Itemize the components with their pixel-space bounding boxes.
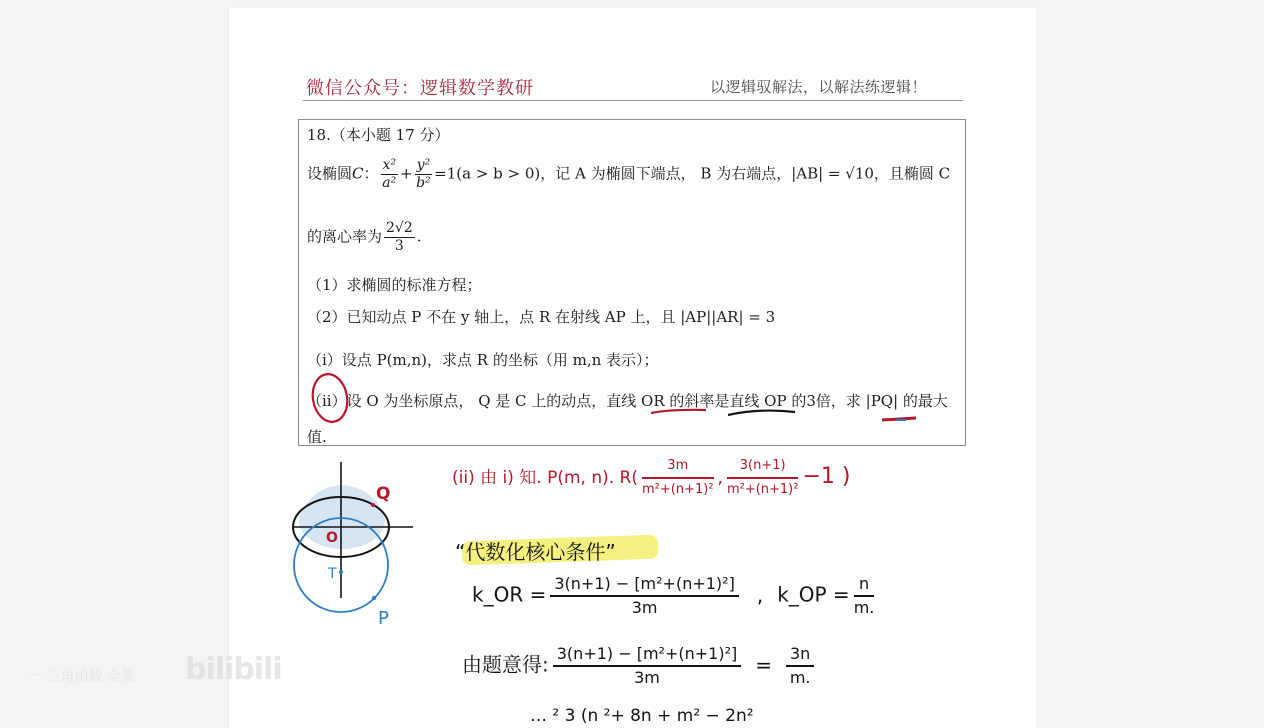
frac-den: b² [416, 175, 431, 191]
label-Q: Q [376, 484, 391, 504]
ellipse-circle-sketch [293, 462, 413, 612]
plus-sign: + [400, 164, 413, 183]
ellipse-name: C [352, 164, 364, 183]
point-Q [371, 503, 375, 507]
frac-num: 3(n+1) − [m²+(n+1)²] [550, 573, 738, 597]
problem-number: 18.（本小题 17 分） [307, 126, 450, 144]
kop-fraction [854, 573, 875, 619]
frac-den: m²+(n+1)² [726, 482, 799, 497]
frac-num: 3m [642, 455, 714, 479]
part-2-i: （i）设点 P(m,n)，求点 R 的坐标（用 m,n 表示）； [307, 351, 659, 369]
handwritten-note: “代数化核心条件” [455, 540, 616, 564]
kor-sep: , [756, 582, 764, 607]
frac-den: m²+(n+1)² [642, 482, 714, 497]
point-P [372, 596, 376, 600]
bilibili-watermark: bilibili [185, 652, 282, 687]
frac-den: 3m [634, 668, 660, 687]
frac-den: a² [382, 175, 397, 191]
hw-sep: , [717, 468, 723, 488]
header-wechat-account: 微信公众号：逻辑数学教研 [306, 78, 534, 99]
period: . [416, 227, 422, 246]
label-T: T [328, 566, 337, 582]
condition-prefix: 由题意得: [462, 652, 549, 677]
condition-fraction [553, 643, 741, 689]
handwritten-slope-line [472, 573, 878, 619]
frac-den: 3m [631, 598, 658, 617]
hw-frac-y [727, 455, 799, 501]
equation-condition: =1(a > b > 0) [434, 164, 541, 183]
line1-prefix: 设椭圆 [307, 164, 353, 183]
part-2-ii-continued: 值. [307, 428, 327, 446]
circle-mark-ii [309, 371, 351, 424]
part-2: （2）已知动点 P 不在 y 轴上，点 R 在射线 AP 上，且 |AP||AR| = 3 [307, 308, 776, 326]
frac-num: n [854, 573, 875, 597]
label-O: O [326, 530, 338, 546]
underline-OP [728, 411, 795, 415]
frac-num: x² [382, 157, 397, 173]
frac-num: y² [416, 157, 431, 173]
part-2-ii: （ii）设 O 为坐标原点， Q 是 C 上的动点，直线 OR 的斜率是直线 OP 的3倍，求 |PQ| 的最大 [307, 392, 948, 410]
hw-tail: −1 ) [802, 464, 851, 489]
kor-fraction [550, 573, 738, 619]
part-1: （1）求椭圆的标准方程； [307, 276, 482, 294]
underline-OR [651, 410, 706, 413]
eccentricity-label: 的离心率为 [307, 227, 383, 246]
handwritten-condition-line [462, 643, 818, 689]
kop-label: k_OP = [777, 582, 850, 607]
equals-sign: = [755, 652, 772, 677]
watermark-caption: 一 三角函数 全集 [28, 669, 135, 685]
rhs-fraction [786, 643, 814, 689]
frac-den: m. [853, 598, 875, 617]
frac-num: 3n [786, 643, 814, 667]
line1-rest: ，记 A 为椭圆下端点， B 为右端点，|AB| = √10，且椭圆 C [540, 164, 951, 183]
colon: ： [363, 164, 379, 183]
frac-num: 3(n+1) [727, 455, 799, 479]
header-slogan: 以逻辑驭解法，以解法练逻辑！ [710, 78, 928, 96]
frac-den: 3 [394, 238, 404, 254]
kor-label: k_OR = [472, 582, 547, 607]
frac-num: 2√2 [386, 220, 413, 236]
frac-num: 3(n+1) − [m²+(n+1)²] [553, 643, 741, 667]
label-P: P [378, 608, 389, 629]
handwritten-line-R-coords [452, 455, 850, 501]
frac-den: m. [789, 668, 811, 687]
hw-prefix: (ii) 由 i) 知. P(m, n). R( [452, 468, 638, 488]
hw-frac-x [642, 455, 714, 501]
point-T [339, 570, 343, 574]
handwritten-truncated-line: … ² 3 (n ²+ 8n + m² − 2n² [530, 706, 754, 726]
